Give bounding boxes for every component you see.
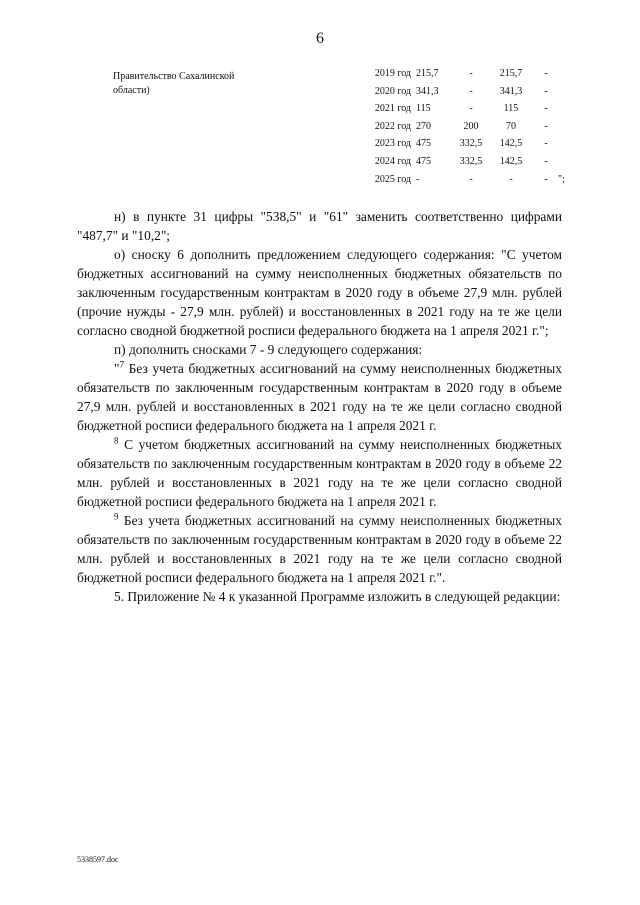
table-cell-c4: - [544,85,548,97]
table-cell-c2: 200 [463,120,479,132]
table-cell-year: 2022 год [374,120,411,132]
table-cell-c4: - [544,120,548,132]
page-number: 6 [316,30,324,47]
footnote-7-quote: " [114,361,120,376]
table-cell-c2: - [469,85,473,97]
table-cell-year: 2020 год [374,85,411,97]
table-cell-c4: - [544,138,548,150]
footnote-7-mark: 7 [119,359,124,370]
table-cell-c1: 341,3 [416,85,439,97]
table-cell-c1: 475 [416,155,431,167]
table-cell-year: 2023 год [374,138,411,150]
footnote-9 [77,511,562,587]
document-id: 5338597.doc [77,855,119,864]
table-cell-c2: - [469,68,473,79]
footnote-7 [77,359,562,435]
organization-cell: Правительство Сахалинской области) [113,71,235,96]
table-cell-year: 2021 год [374,103,411,115]
table-cell-c1: 215,7 [416,68,439,79]
table-cell-c1: 270 [416,120,431,132]
footnote-8-mark: 8 [114,435,119,446]
table-cell-c1: - [416,173,420,185]
table-cell-c1: 475 [416,138,431,150]
table-cell-c2: - [469,173,473,185]
table-cell-c2: - [469,103,473,115]
table-cell-c4: - [544,103,548,115]
table-cell-c3: - [509,173,513,185]
table-cell-c3: 115 [503,103,519,115]
footnote-9-mark: 9 [114,511,119,522]
table-cell-c4: - [544,155,548,167]
table-cell-c3: 70 [506,120,516,132]
table-cell-c3: 142,5 [499,138,523,150]
table-cell-c4: - [544,173,548,185]
footnote-7-text: Без учета бюджетных ассигнований на сумму неисполненных бюджетных обязательств по заключенным государственным контрактам в 2020 году в объеме 27,9 млн. рублей и восстановленных в 2021 году на те же цели согласно сводной бюджетной росписи федерального бюджета на 1 апреля 2021 г. [77,361,562,433]
footnote-8-text: С учетом бюджетных ассигнований на сумму неисполненных бюджетных обязательств по заключенным государственным контрактам в 2020 году в объеме 22 млн. рублей и восстановленных в 2021 году на те же цели согласно сводной бюджетной росписи федерального бюджета на 1 апреля 2021 г. [77,437,562,509]
footnote-9-text: Без учета бюджетных ассигнований на сумму неисполненных бюджетных обязательств по заключенным государственным контрактам в 2020 году в объеме 22 млн. рублей и восстановленных в 2021 году на те же цели согласно сводной бюджетной росписи федерального бюджета на 1 апреля 2021 г.". [77,513,562,585]
table-cell-c3: 215,7 [499,68,523,79]
table-cell-c3: 142,5 [499,155,523,167]
paragraph-n: н) в пункте 31 цифры "538,5" и "61" заменить соответственно цифрами "487,7" и "10,2"; [77,209,562,243]
table-cell-c2: 332,5 [459,138,483,150]
table-cell-close: "; [558,173,565,185]
table-cell-year: 2024 год [374,155,411,167]
section-5: 5. Приложение № 4 к указанной Программе изложить в следующей редакции: [114,589,561,604]
paragraph-p: п) дополнить сносками 7 - 9 следующего содержания: [114,342,423,357]
document-body [77,207,562,606]
table-cell-c1: 115 [416,103,431,115]
table-cell-c4: - [544,68,548,79]
paragraph-o: о) сноску 6 дополнить предложением следующего содержания: "С учетом бюджетных ассигнований на сумму неисполненных бюджетных обязательств по заключенным государственным контрактам в 2020 году в объеме 27,9 млн. рублей (прочие нужды - 27,9 млн. рублей) и восстановленных в 2021 году на те же цели согласно сводной бюджетной росписи федерального бюджета на 1 апреля 2021 г."; [77,247,562,338]
table-cell-year: 2019 год [374,68,411,79]
table-cell-year: 2025 год [374,173,411,185]
footnote-8 [77,435,562,511]
table-cell-c3: 341,3 [499,85,523,97]
table-cell-c2: 332,5 [459,155,483,167]
